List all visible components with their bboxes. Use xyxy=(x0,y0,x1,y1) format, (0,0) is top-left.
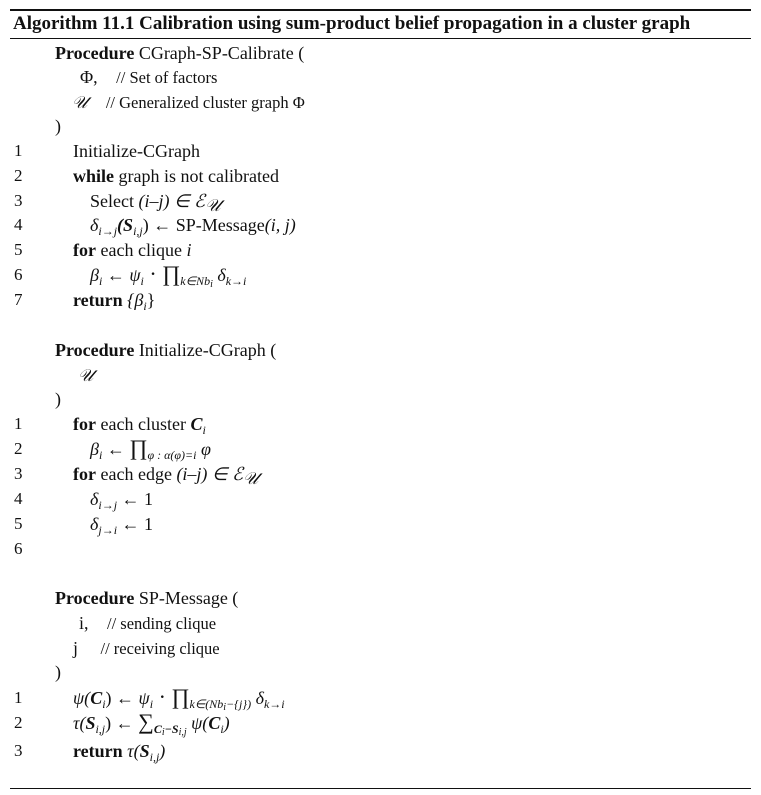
code-line xyxy=(90,513,153,535)
procedure-keyword: Procedure xyxy=(55,43,135,63)
product-range: φ : α(φ)=i xyxy=(147,448,197,462)
for-keyword: for xyxy=(73,464,96,484)
algorithm-title: Algorithm 11.1 Calibration using sum-product belief propagation in a cluster graph xyxy=(13,13,691,34)
param-comment: // sending clique xyxy=(107,614,217,633)
procedure-close: ) xyxy=(55,116,61,136)
product-symbol: · ∏ xyxy=(153,684,190,709)
top-rule xyxy=(10,9,751,11)
procedure-initialize-header xyxy=(55,339,276,361)
sepset-var: S xyxy=(85,713,96,733)
psi-expr: ψ( xyxy=(73,688,91,708)
procedure-calibrate-header xyxy=(55,42,304,64)
code-text: each clique xyxy=(95,240,187,260)
line-number: 2 xyxy=(14,439,23,458)
subscript: i xyxy=(220,722,224,736)
subscript: i xyxy=(140,274,144,288)
param-name: i, xyxy=(79,613,89,633)
subscript: k→i xyxy=(225,274,247,288)
psi-symbol: ψ xyxy=(138,688,150,708)
function-call: SP-Message xyxy=(175,215,265,235)
sum-range: C xyxy=(153,722,162,736)
code-line xyxy=(90,214,296,236)
delta-symbol: δ xyxy=(251,688,264,708)
sum-symbol: ∑ xyxy=(138,709,154,734)
code-text: each edge xyxy=(95,464,177,484)
assign-arrow: ← xyxy=(102,265,130,285)
bottom-rule xyxy=(10,788,751,789)
line-number: 2 xyxy=(14,166,23,185)
subscript: i→j xyxy=(98,224,118,238)
tau-expr: τ( xyxy=(73,713,86,733)
line-number: 5 xyxy=(14,514,23,533)
code-line: Initialize-CGraph xyxy=(73,141,200,161)
delta-symbol: δ xyxy=(90,514,99,534)
return-value: {β xyxy=(127,290,144,310)
return-keyword: return xyxy=(73,741,123,761)
subscript: i xyxy=(102,697,106,711)
cluster-var: C xyxy=(190,414,203,434)
product-range: k∈(Nb xyxy=(189,697,224,711)
line-number: 4 xyxy=(14,215,23,234)
param-comment: // Generalized cluster graph Φ xyxy=(105,93,305,112)
line-number: 1 xyxy=(14,414,23,433)
procedure-name: CGraph-SP-Calibrate ( xyxy=(138,43,305,63)
line-number: 7 xyxy=(14,290,23,309)
delta-symbol: δ xyxy=(90,215,99,235)
code-line xyxy=(90,488,153,510)
subscript: i xyxy=(202,423,206,437)
code-line xyxy=(73,684,285,713)
tau-expr: τ( xyxy=(127,741,140,761)
return-keyword: return xyxy=(73,290,123,310)
for-keyword: for xyxy=(73,414,96,434)
subscript: i xyxy=(223,702,227,713)
title-rule xyxy=(10,38,751,39)
param-line xyxy=(80,66,217,89)
sepset-var: S xyxy=(139,741,150,761)
subscript: i→j xyxy=(98,498,118,512)
procedure-keyword: Procedure xyxy=(55,340,135,360)
product-range: −{j}) xyxy=(226,697,252,711)
param-line xyxy=(78,364,93,387)
line-number: 1 xyxy=(14,141,23,160)
phi-symbol: φ xyxy=(196,439,211,459)
sum-range: −S xyxy=(164,722,179,736)
while-keyword: while xyxy=(73,166,115,186)
param-name: 𝒰 xyxy=(78,366,94,386)
procedure-close: ) xyxy=(55,662,61,682)
assign-expr: ← 1 xyxy=(117,489,154,509)
assign-arrow: ← xyxy=(102,439,130,459)
subscript: i xyxy=(161,727,165,738)
line-number: 2 xyxy=(14,713,23,732)
procedure-name: SP-Message ( xyxy=(138,588,239,608)
subscript: i xyxy=(98,274,103,288)
psi-symbol: ψ xyxy=(129,265,141,285)
line-number: 6 xyxy=(14,265,23,284)
sepset-expr: (S xyxy=(117,215,134,235)
edge-expr: (i–j) ∈ ℰ xyxy=(138,191,206,211)
psi-expr: ψ( xyxy=(186,713,209,733)
code-text: graph is not calibrated xyxy=(114,166,279,186)
product-symbol: · ∏ xyxy=(143,261,181,286)
line-number: 3 xyxy=(14,464,23,483)
delta-symbol: δ xyxy=(212,265,226,285)
cluster-var: C xyxy=(90,688,103,708)
line-number: 6 xyxy=(14,539,23,558)
line-number: 3 xyxy=(14,741,23,760)
line-number: 1 xyxy=(14,688,23,707)
edge-expr: (i–j) ∈ ℰ xyxy=(176,464,244,484)
subscript: i xyxy=(143,299,147,313)
param-name: j xyxy=(73,638,79,658)
assign-arrow: ) ← xyxy=(105,688,139,708)
assign-expr: ← 1 xyxy=(117,514,154,534)
beta-symbol: β xyxy=(90,265,99,285)
procedure-name: Initialize-CGraph ( xyxy=(138,340,277,360)
delta-symbol: δ xyxy=(90,489,99,509)
cluster-var: C xyxy=(208,713,221,733)
close-paren: ) xyxy=(223,713,230,733)
code-line xyxy=(90,435,211,462)
param-line xyxy=(72,91,305,114)
param-line xyxy=(79,612,216,635)
function-args: (i, j) xyxy=(264,215,296,235)
line-number: 3 xyxy=(14,191,23,210)
code-line xyxy=(90,190,221,216)
subscript: i,j xyxy=(149,750,160,764)
code-line xyxy=(73,709,230,738)
beta-symbol: β xyxy=(90,439,99,459)
param-comment: // receiving clique xyxy=(100,639,220,658)
param-name: 𝒰 xyxy=(72,93,88,113)
subscript: j→i xyxy=(98,523,118,537)
param-line xyxy=(73,637,220,660)
procedure-message-header xyxy=(55,587,238,609)
subscript: i,j xyxy=(133,224,143,238)
close-paren: ) xyxy=(159,741,166,761)
code-line xyxy=(73,165,279,187)
assign-arrow: ) ← xyxy=(105,713,139,733)
code-line xyxy=(73,289,155,311)
code-line xyxy=(90,261,247,290)
edge-set-sub: 𝒰 xyxy=(205,196,221,216)
procedure-keyword: Procedure xyxy=(55,588,135,608)
subscript: k→i xyxy=(263,697,285,711)
code-line xyxy=(73,740,165,762)
variable: i xyxy=(186,240,192,260)
param-comment: // Set of factors xyxy=(116,68,218,87)
subscript: i xyxy=(149,697,154,711)
subscript: i,j xyxy=(95,722,106,736)
line-number: 4 xyxy=(14,489,23,508)
subscript: i xyxy=(210,279,213,290)
for-keyword: for xyxy=(73,240,96,260)
product-range: k∈Nb xyxy=(180,274,211,288)
assign-arrow: ) ← xyxy=(142,215,176,235)
code-text: each cluster xyxy=(95,414,191,434)
param-name: Φ, xyxy=(80,67,98,87)
procedure-close: ) xyxy=(55,389,61,409)
code-text: Select xyxy=(90,191,139,211)
code-line xyxy=(73,463,259,489)
subscript: i,j xyxy=(178,727,187,738)
product-symbol: ∏ xyxy=(129,435,148,460)
line-number: 5 xyxy=(14,240,23,259)
code-line xyxy=(73,239,191,261)
subscript: i xyxy=(98,448,103,462)
code-line xyxy=(73,413,206,435)
return-value: } xyxy=(146,290,156,310)
edge-set-sub: 𝒰 xyxy=(243,469,259,489)
